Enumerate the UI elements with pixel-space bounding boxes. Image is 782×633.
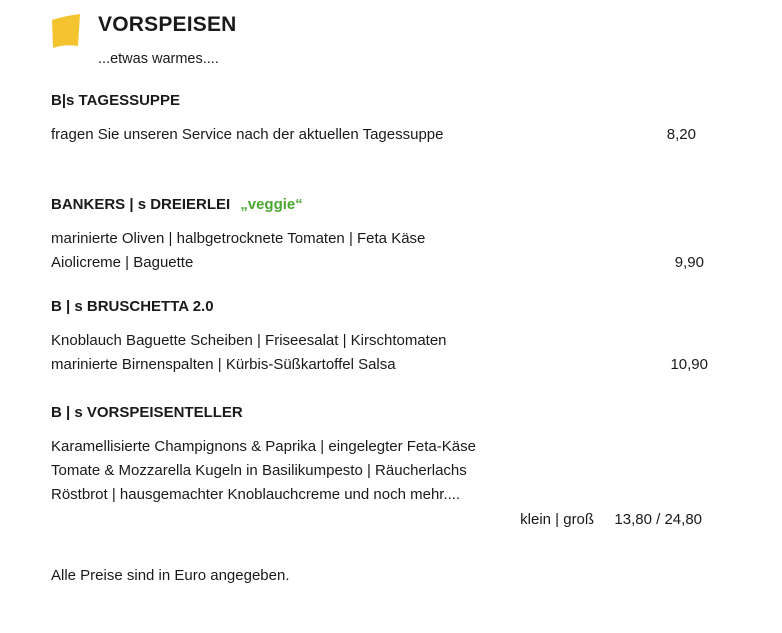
page-subtitle: ...etwas warmes.... bbox=[98, 51, 219, 67]
price-value: 13,80 / 24,80 bbox=[614, 511, 702, 528]
price-dreierlei: 9,90 bbox=[674, 254, 704, 271]
description-line: Karamellisierte Champignons & Paprika | eingelegter Feta-Käse bbox=[51, 438, 476, 455]
veggie-tag: „veggie“ bbox=[240, 196, 303, 213]
description-line: marinierte Oliven | halbgetrocknete Tomaten | Feta Käse bbox=[51, 230, 426, 247]
section-heading-bruschetta: B | s BRUSCHETTA 2.0 bbox=[51, 298, 214, 315]
description-line: marinierte Birnenspalten | Kürbis-Süßkartoffel Salsa bbox=[51, 356, 396, 373]
description-line: Röstbrot | hausgemachter Knoblauchcreme und noch mehr.... bbox=[51, 486, 461, 503]
section-heading-vorspeisenteller: B | s VORSPEISENTELLER bbox=[51, 404, 243, 421]
page-title: VORSPEISEN bbox=[98, 13, 237, 36]
section-heading-tagessuppe: B|s TAGESSUPPE bbox=[51, 92, 180, 109]
description-line: fragen Sie unseren Service nach der aktuellen Tagessuppe bbox=[51, 126, 444, 143]
size-label: klein | groß bbox=[520, 511, 595, 528]
section-heading-dreierlei bbox=[51, 196, 303, 213]
price-tagessuppe: 8,20 bbox=[666, 126, 696, 143]
description-line: Tomate & Mozzarella Kugeln in Basilikumpesto | Räucherlachs bbox=[51, 462, 467, 479]
price-bruschetta: 10,90 bbox=[670, 356, 708, 373]
yellow-square-logo-icon bbox=[50, 14, 82, 48]
description-line: Knoblauch Baguette Scheiben | Friseesalat | Kirschtomaten bbox=[51, 332, 447, 349]
heading-text: BANKERS | s DREIERLEI bbox=[51, 196, 231, 213]
description-line: Aiolicreme | Baguette bbox=[51, 254, 194, 271]
price-vorspeisenteller bbox=[520, 511, 702, 528]
footer-note: Alle Preise sind in Euro angegeben. bbox=[51, 567, 290, 584]
